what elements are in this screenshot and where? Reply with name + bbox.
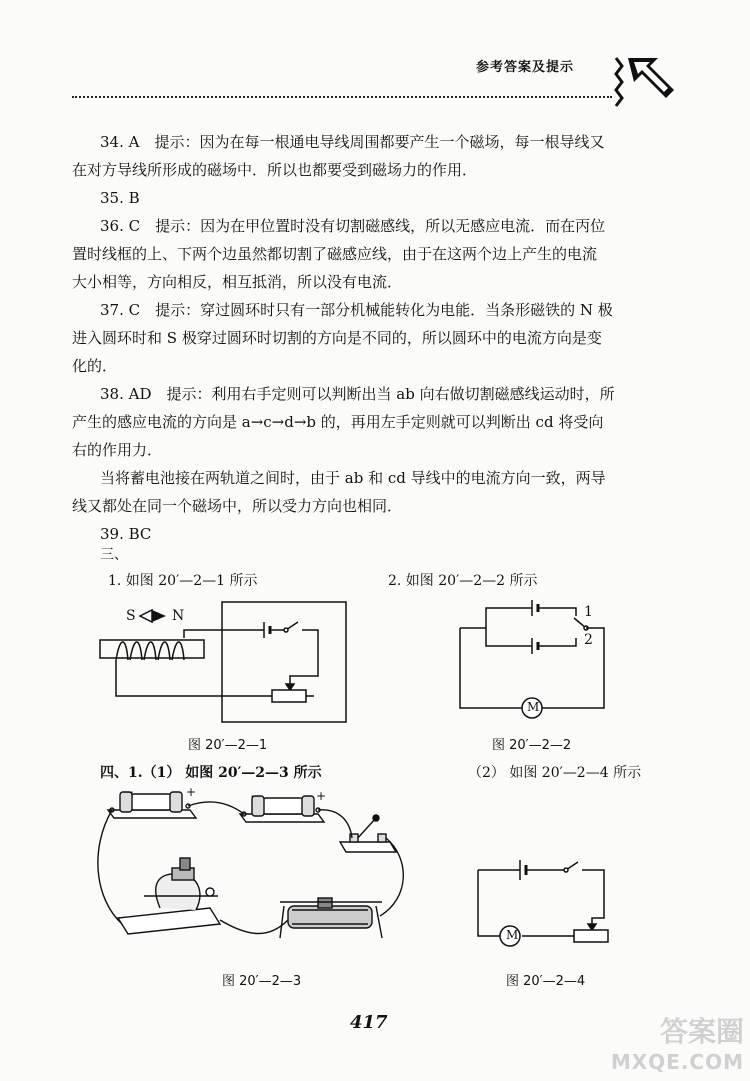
answer-36-line-1: 36. C 提示：因为在甲位置时没有切割磁感线，所以无感应电流．而在丙位: [100, 217, 606, 235]
answer-38-line-1: 38. AD 提示：利用右手定则可以判断出当 ab 向右做切割磁感线运动时，所: [100, 385, 615, 403]
page-number: 417: [350, 1012, 388, 1033]
fig3-caption: 图 20′—2—3: [222, 974, 302, 989]
watermark: [611, 1017, 744, 1077]
section4-item2: （2） 如图 20′—2—4 所示: [468, 765, 642, 781]
fig1-label-n: N: [172, 608, 185, 624]
header-divider: [72, 96, 612, 98]
fig1-caption: 图 20′—2—1: [188, 738, 268, 753]
fig2-caption: 图 20′—2—2: [492, 738, 572, 753]
fig4-caption: 图 20′—2—4: [506, 974, 586, 989]
arrow-logo-icon: [610, 46, 680, 116]
answer-37-line-1: 37. C 提示：穿过圆环时只有一部分机械能转化为电能．当条形磁铁的 N 极: [100, 301, 613, 319]
answer-34-line-2: 在对方导线所形成的磁场中．所以也都要受到磁场力的作用．: [72, 161, 478, 179]
figure-20-2-3: [100, 788, 420, 968]
figure-20-2-1: [100, 600, 360, 730]
answer-35: 35. B: [100, 189, 140, 207]
section3-item2: 2. 如图 20′—2—2 所示: [388, 573, 538, 589]
answer-36-line-2: 置时线框的上、下两个边虽然都切割了磁感应线，由于在这两个边上产生的电流: [72, 245, 598, 263]
answer-38b-line-1: 当将蓄电池接在两轨道之间时，由于 ab 和 cd 导线中的电流方向一致，两导: [100, 469, 606, 487]
fig3-minus-2: −: [250, 789, 261, 803]
answer-38b-line-2: 线又都处在同一个磁场中，所以受力方向也相同．: [72, 497, 403, 515]
fig4-motor-label: M: [506, 928, 519, 942]
section3-heading: 三、: [100, 547, 128, 563]
answer-37-line-3: 化的．: [72, 357, 118, 375]
fig3-plus-2: +: [316, 789, 327, 803]
section4-heading: 四、1.（1） 如图 20′—2—3 所示: [100, 765, 322, 781]
watermark-line-1: 答案圈: [659, 1015, 744, 1048]
answer-38-line-3: 右的作用力．: [72, 441, 163, 459]
fig2-label-2: 2: [584, 632, 593, 648]
answer-37-line-2: 进入圆环时和 S 极穿过圆环时切割的方向是不同的，所以圆环中的电流方向是变: [72, 329, 602, 347]
box-frame: [222, 602, 346, 722]
fig3-plus-1: +: [186, 785, 197, 799]
figure-20-2-4: [474, 854, 614, 954]
header-title: 参考答案及提示: [476, 60, 575, 75]
fig1-label-s: S: [126, 608, 136, 624]
magnet-icon: [140, 610, 152, 622]
answer-39: 39. BC: [100, 525, 152, 543]
fig2-label-1: 1: [584, 604, 593, 620]
watermark-line-2: MXQE.COM: [610, 1050, 744, 1074]
answer-36-line-3: 大小相等，方向相反，相互抵消，所以没有电流．: [72, 273, 403, 291]
fig2-motor-label: M: [527, 700, 540, 714]
answer-34-line-1: 34. A 提示：因为在每一根通电导线周围都要产生一个磁场，每一根导线又: [100, 133, 605, 151]
fig3-minus-1: −: [124, 785, 135, 799]
answer-38-line-2: 产生的感应电流的方向是 a→c→d→b 的，再用左手定则就可以判断出 cd 将受向: [72, 413, 604, 431]
section3-item1: 1. 如图 20′—2—1 所示: [108, 573, 258, 589]
answers-block: [72, 128, 680, 548]
